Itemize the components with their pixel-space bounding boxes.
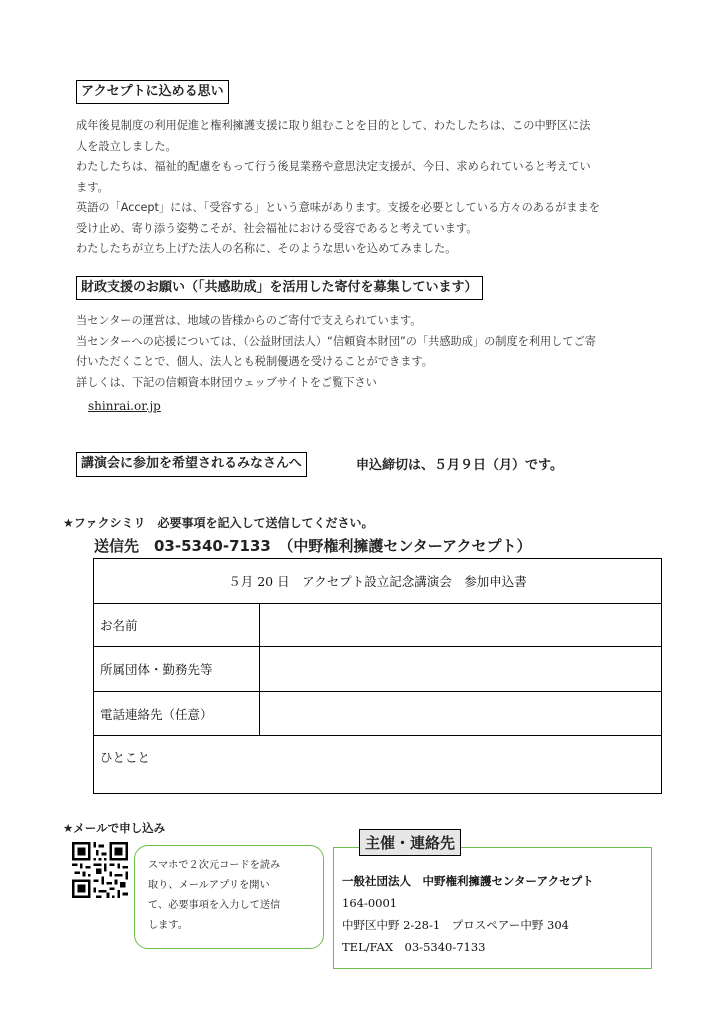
- section-accept-body: [76, 116, 676, 260]
- comment-field[interactable]: [94, 736, 662, 794]
- phone-field[interactable]: [260, 692, 662, 736]
- fax-instruction: ★ファクシミリ 必要事項を記入して送信してください。: [63, 516, 374, 530]
- contact-tel: TEL/FAX 03-5340-7133: [342, 940, 486, 954]
- paragraph-line: 英語の「Accept」には、「受容する」という意味があります。支援を必要としている方々のあるがままを: [76, 201, 600, 214]
- name-field[interactable]: [260, 604, 662, 647]
- paragraph-line: 成年後見制度の利用促進と権利擁護支援に取り組むことを目的として、わたしたちは、この中野区に法: [76, 119, 591, 132]
- organization-field[interactable]: [260, 647, 662, 692]
- qr-code-icon[interactable]: [72, 842, 128, 902]
- mail-heading: ★メールで申し込み: [63, 821, 166, 835]
- section-heading-donation: 財政支援のお願い（「共感助成」を活用した寄付を募集しています）: [76, 276, 483, 300]
- form-title: ５月 20 日 アクセプト設立記念講演会 参加申込書: [94, 559, 662, 604]
- paragraph-line: 受け止め、寄り添う姿勢こそが、社会福祉における受容であると考えています。: [76, 221, 478, 235]
- form-label-comment: ひとこと: [100, 750, 151, 765]
- application-form: [93, 558, 662, 794]
- contact-details: [342, 870, 594, 958]
- fax-destination: 送信先 03-5340-7133 （中野権利擁護センターアクセプト）: [94, 537, 532, 555]
- deadline-text: 申込締切は、５月９日（月）です。: [356, 458, 563, 473]
- paragraph-line: 当センターへの応援については、（公益財団法人）“信頼資本財団”の「共感助成」の制度を利用してご寄: [76, 334, 596, 348]
- paragraph-line: わたしたちは、福祉的配慮をもって行う後見業務や意思決定支援が、今日、求められていると考えてい: [76, 160, 591, 173]
- bubble-line: て、必要事項を入力して送信: [148, 900, 281, 911]
- contact-title: 主催・連絡先: [359, 829, 461, 856]
- bubble-line: 取り、メールアプリを開い: [148, 880, 270, 891]
- section-heading-accept: アクセプトに込める思い: [76, 80, 229, 104]
- contact-address: 中野区中野 2-28-1 プロスペアー中野 304: [342, 918, 569, 932]
- website-link[interactable]: shinrai.or.jp: [88, 399, 161, 413]
- contact-postal: 164-0001: [342, 896, 398, 910]
- paragraph-line: ます。: [76, 180, 109, 194]
- bubble-line: スマホで２次元コードを読み: [148, 860, 281, 871]
- paragraph-line: 詳しくは、下記の信頼資本財団ウェッブサイトをご覧下さい: [76, 375, 377, 389]
- form-label-phone: 電話連絡先（任意）: [94, 692, 260, 736]
- form-label-name: お名前: [94, 604, 260, 647]
- contact-org: 一般社団法人 中野権利擁護センターアクセプト: [342, 874, 594, 888]
- paragraph-line: わたしたちが立ち上げた法人の名称に、そのような思いを込めてみました。: [76, 242, 457, 255]
- mail-instruction-bubble: [134, 845, 324, 949]
- apply-heading: 講演会に参加を希望されるみなさんへ: [76, 452, 307, 477]
- paragraph-line: 人を設立しました。: [76, 139, 177, 153]
- section-donation-body: [76, 311, 676, 393]
- paragraph-line: 付いただくことで、個人、法人とも税制優遇を受けることができます。: [76, 355, 433, 368]
- paragraph-line: 当センターの運営は、地域の皆様からのご寄付で支えられています。: [76, 314, 422, 327]
- form-label-organization: 所属団体・勤務先等: [94, 647, 260, 692]
- bubble-line: します。: [148, 920, 188, 931]
